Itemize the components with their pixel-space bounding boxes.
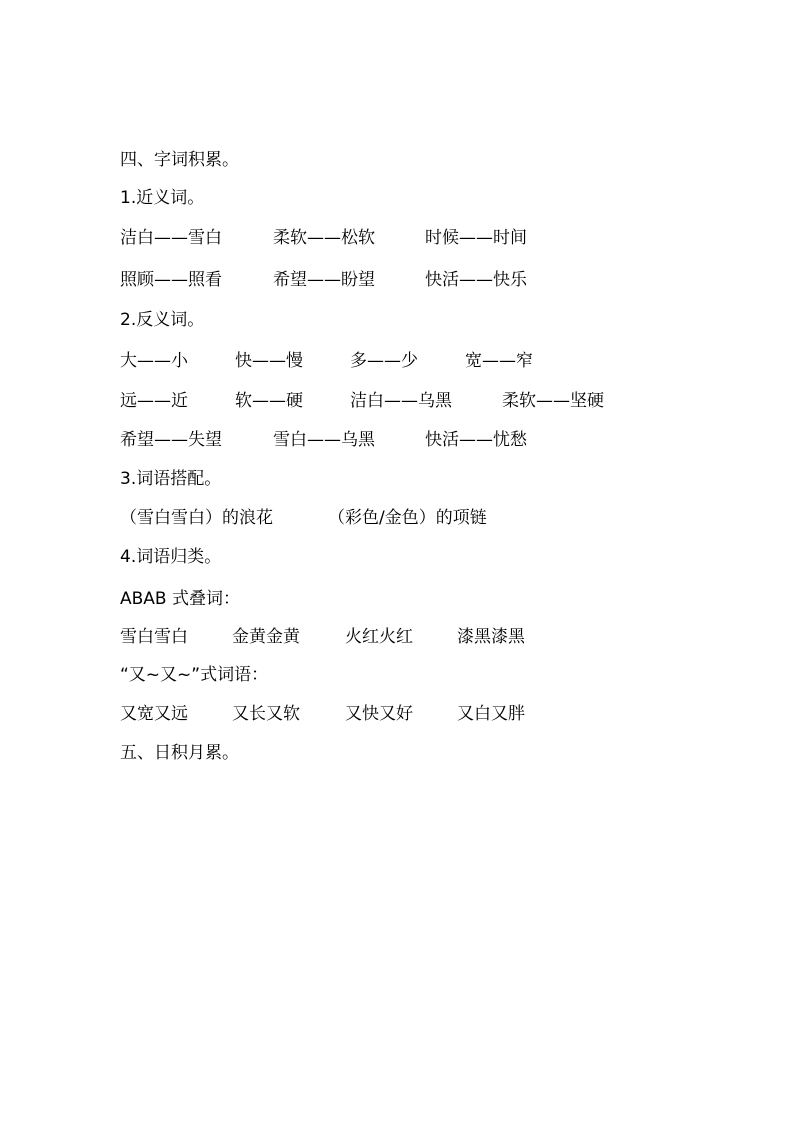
- antonym-pair: 希望——失望: [120, 430, 222, 450]
- you-you-words-row: [120, 702, 680, 726]
- collocation-row-1: [120, 506, 680, 530]
- you-you-label: “又~又~”式词语：: [120, 665, 269, 685]
- collocation-phrase: （雪白雪白）的浪花: [120, 508, 273, 528]
- classification-heading: 4.词语归类。: [120, 547, 222, 567]
- you-you-word: 又快又好: [345, 704, 413, 724]
- antonym-pair: 多——少: [350, 351, 418, 371]
- abab-words-row: [120, 625, 680, 649]
- collocation-phrase: （彩色/金色）的项链: [328, 508, 487, 528]
- antonym-pair: 快——慢: [235, 351, 303, 371]
- synonym-pair: 柔软——松软: [273, 228, 375, 248]
- abab-word: 漆黑漆黑: [457, 627, 525, 647]
- synonyms-heading: 1.近义词。: [120, 188, 205, 208]
- abab-label: ABAB 式叠词：: [120, 589, 240, 609]
- antonym-pair: 远——近: [120, 391, 188, 411]
- section-five-heading: 五、日积月累。: [120, 743, 239, 763]
- antonym-pair: 雪白——乌黑: [273, 430, 375, 450]
- abab-word: 金黄金黄: [232, 627, 300, 647]
- antonym-pair: 柔软——坚硬: [502, 391, 604, 411]
- section-four-heading: 四、字词积累。: [120, 150, 239, 170]
- antonym-pair: 快活——忧愁: [425, 430, 527, 450]
- antonym-pair: 软——硬: [235, 391, 303, 411]
- synonym-pair: 时候——时间: [425, 228, 527, 248]
- you-you-word: 又白又胖: [457, 704, 525, 724]
- synonym-pair: 洁白——雪白: [120, 228, 222, 248]
- antonyms-heading: 2.反义词。: [120, 310, 205, 330]
- antonyms-row-1: [120, 349, 680, 373]
- antonym-pair: 大——小: [120, 351, 188, 371]
- antonym-pair: 洁白——乌黑: [350, 391, 452, 411]
- antonym-pair: 宽——窄: [465, 351, 533, 371]
- synonyms-row-1: [120, 226, 680, 250]
- antonyms-row-3: [120, 428, 680, 452]
- collocation-heading: 3.词语搭配。: [120, 469, 222, 489]
- synonym-pair: 照顾——照看: [120, 270, 222, 290]
- abab-word: 火红火红: [345, 627, 413, 647]
- synonym-pair: 快活——快乐: [425, 270, 527, 290]
- synonyms-row-2: [120, 268, 680, 292]
- you-you-word: 又宽又远: [120, 704, 188, 724]
- synonym-pair: 希望——盼望: [273, 270, 375, 290]
- abab-word: 雪白雪白: [120, 627, 188, 647]
- antonyms-row-2: [120, 389, 680, 413]
- you-you-word: 又长又软: [232, 704, 300, 724]
